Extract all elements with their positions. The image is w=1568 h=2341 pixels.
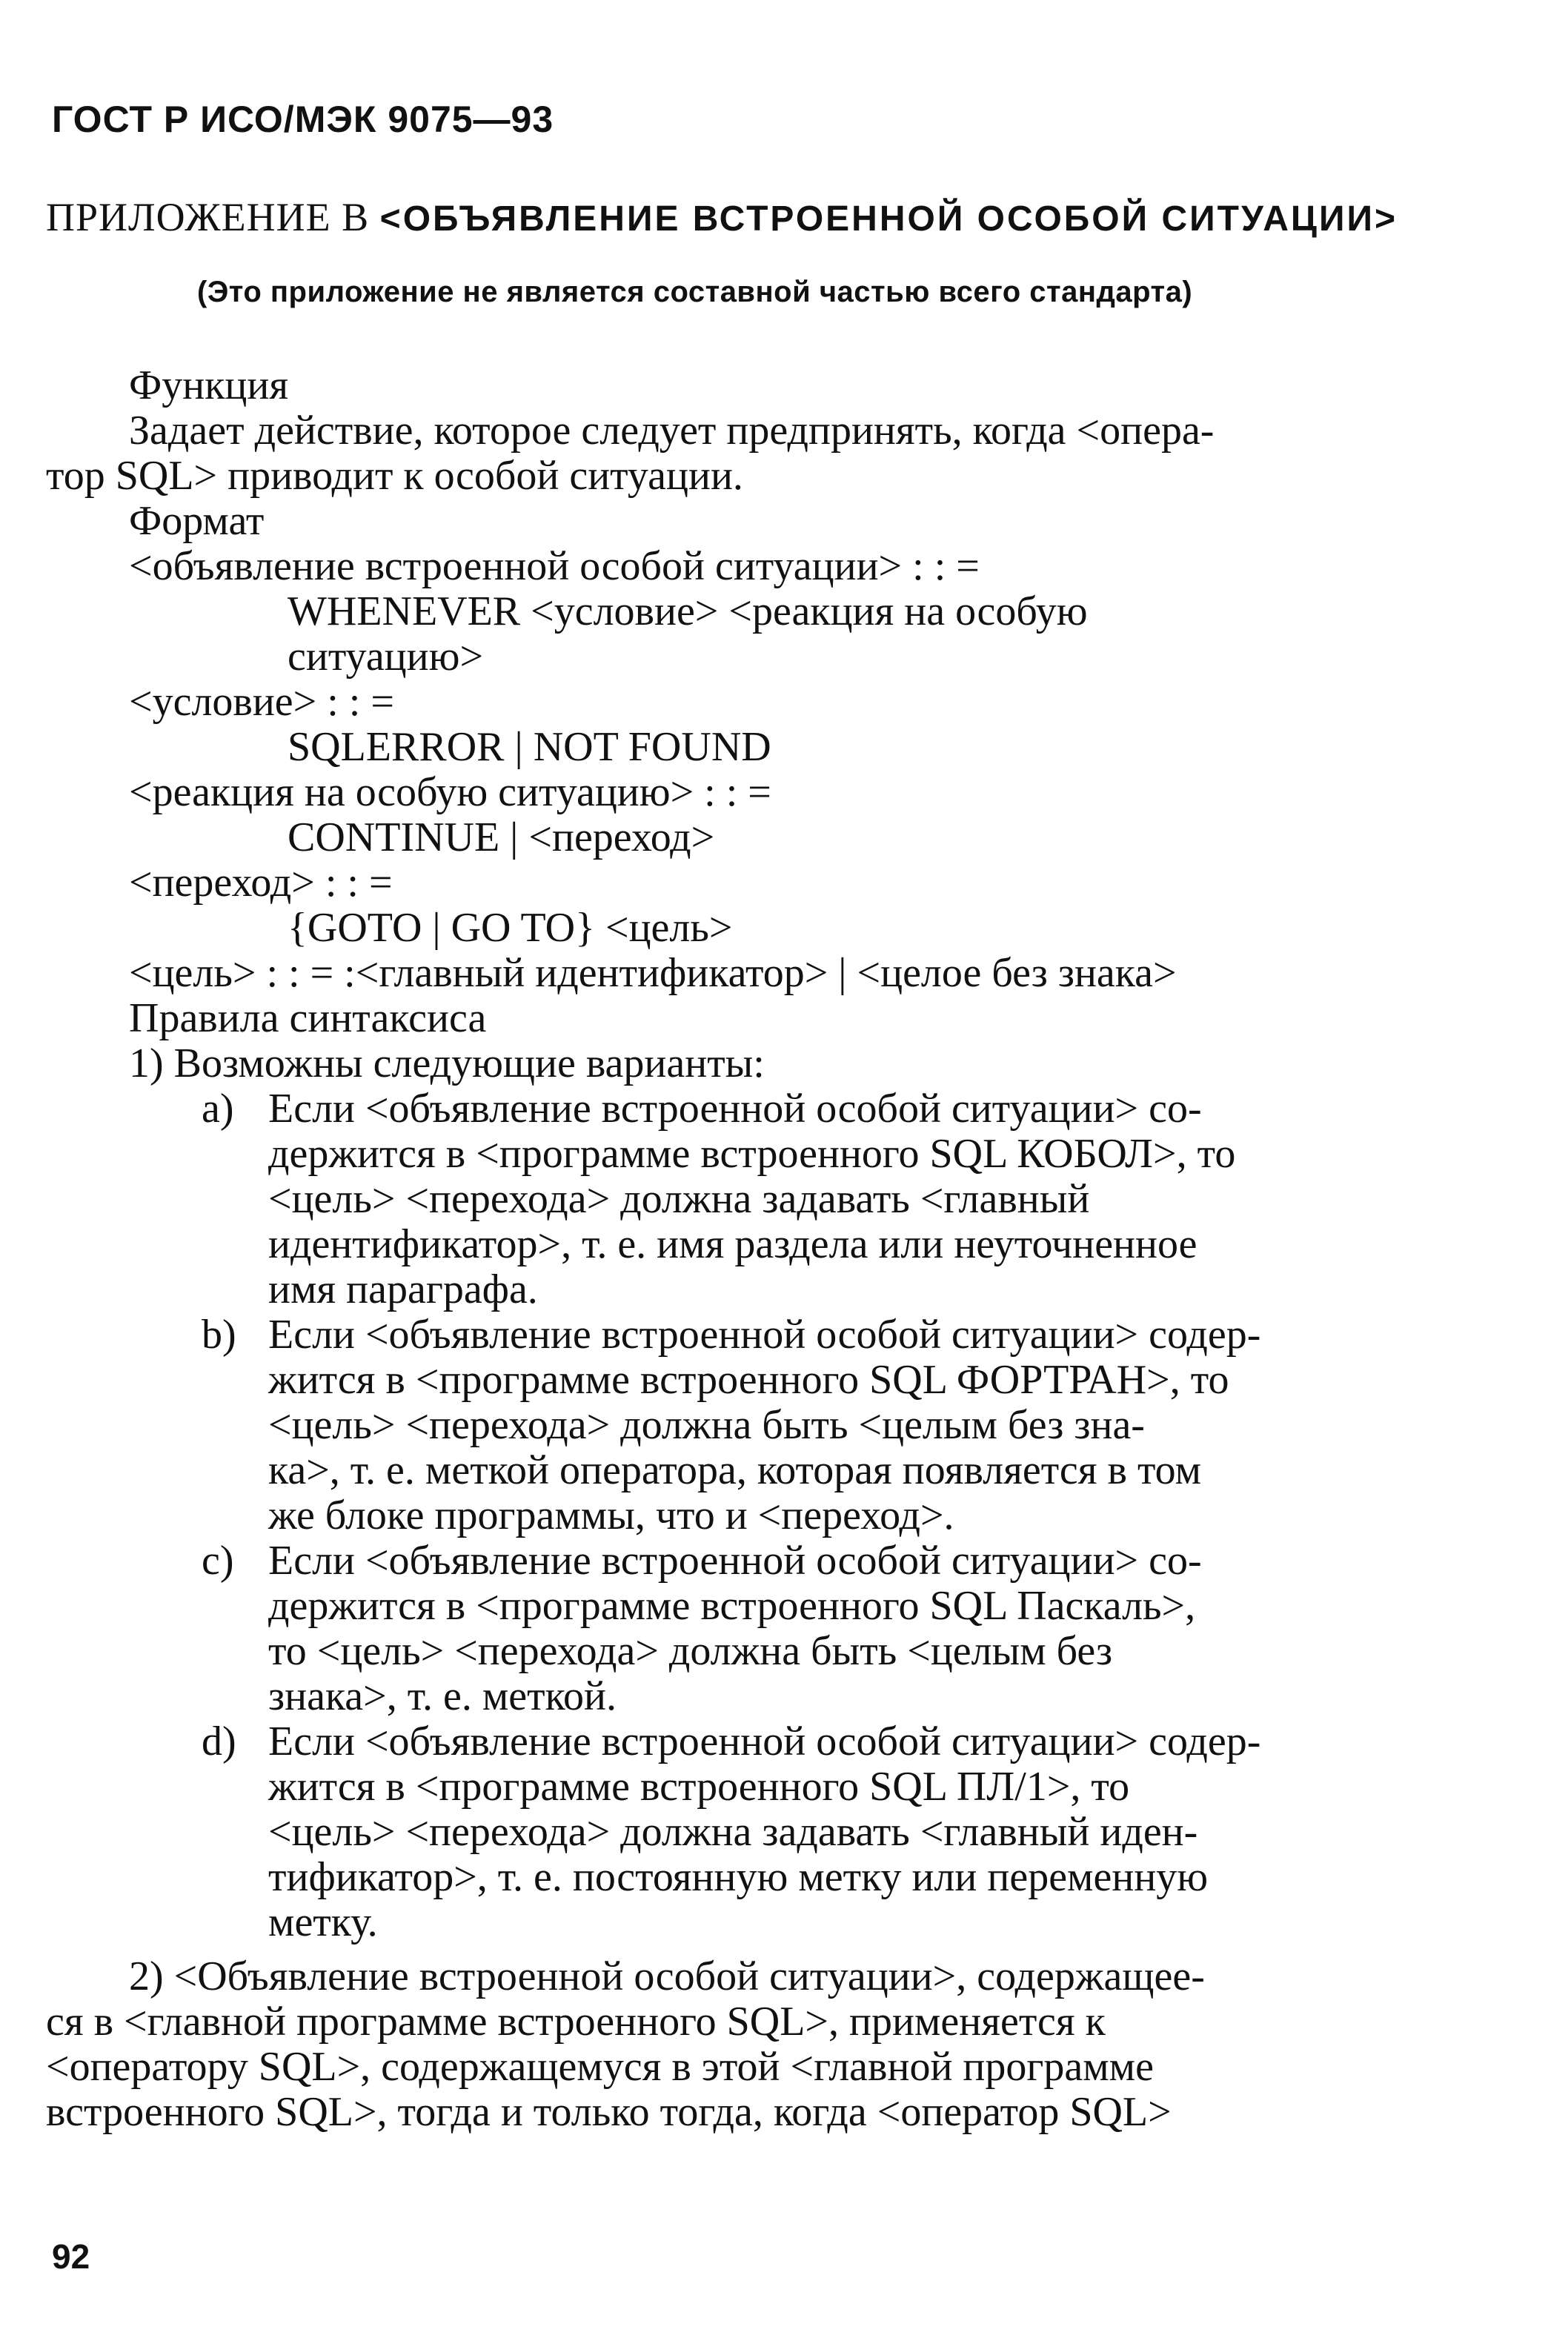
rule-2-line: встроенного SQL>, тогда и только тогда, когда <оператор SQL> (46, 2089, 1172, 2135)
format-line: CONTINUE | <переход> (288, 814, 715, 860)
function-text-line: тор SQL> приводит к особой ситуации. (46, 453, 743, 499)
item-line: ка>, т. е. меткой оператора, которая появляется в том (268, 1447, 1202, 1493)
appendix-note: (Это приложение не является составной частью всего стандарта) (197, 276, 1193, 308)
format-line: {GOTO | GO TO} <цель> (288, 905, 733, 951)
format-line: SQLERROR | NOT FOUND (288, 724, 771, 770)
item-line: идентификатор>, т. е. имя раздела или неуточненное (268, 1221, 1197, 1267)
item-line: Если <объявление встроенной особой ситуации> со- (268, 1538, 1202, 1584)
item-line: знака>, т. е. меткой. (268, 1673, 617, 1719)
rule-1: 1) Возможны следующие варианты: (129, 1040, 765, 1086)
item-marker: b) (202, 1312, 236, 1358)
appendix-title-bold: <ОБЪЯВЛЕНИЕ ВСТРОЕННОЙ ОСОБОЙ СИТУАЦИИ> (379, 199, 1398, 239)
item-line: метку. (268, 1899, 378, 1945)
item-line: <цель> <перехода> должна задавать <главный иден- (268, 1809, 1198, 1855)
syntax-heading: Правила синтаксиса (129, 995, 487, 1041)
page-number: 92 (52, 2237, 90, 2276)
appendix-prefix: ПРИЛОЖЕНИЕ В (46, 195, 380, 239)
rule-item-a (46, 1086, 1491, 1312)
format-line: ситуацию> (288, 634, 484, 680)
rule-item-d (46, 1719, 1491, 1945)
rule-2-line: ся в <главной программе встроенного SQL>, применяется к (46, 1999, 1106, 2045)
format-line: <объявление встроенной особой ситуации> : : = (129, 543, 980, 589)
rule-item-c (46, 1538, 1491, 1719)
item-line: держится в <программе встроенного SQL КОБОЛ>, то (268, 1131, 1236, 1177)
rule-item-b (46, 1312, 1491, 1538)
item-marker: d) (202, 1719, 236, 1764)
format-line: <цель> : : = :<главный идентификатор> | <целое без знака> (129, 950, 1177, 996)
item-line: Если <объявление встроенной особой ситуации> со- (268, 1086, 1202, 1132)
appendix-title (46, 194, 1398, 240)
item-line: жится в <программе встроенного SQL ФОРТРАН>, то (268, 1357, 1229, 1403)
rule-2 (46, 1954, 1491, 2135)
function-heading: Функция (129, 362, 289, 408)
format-line: WHENEVER <условие> <реакция на особую (288, 588, 1088, 634)
format-heading: Формат (129, 498, 265, 544)
item-line: держится в <программе встроенного SQL Паскаль>, (268, 1583, 1196, 1629)
item-line: то <цель> <перехода> должна быть <целым без (268, 1628, 1113, 1674)
item-line: же блоке программы, что и <переход>. (268, 1492, 954, 1538)
format-line: <условие> : : = (129, 679, 394, 725)
item-line: жится в <программе встроенного SQL ПЛ/1>, то (268, 1764, 1130, 1810)
rule-2-line: 2) <Объявление встроенной особой ситуации>, содержащее- (129, 1953, 1205, 1999)
rule-2-line: <оператору SQL>, содержащемуся в этой <главной программе (46, 2044, 1154, 2090)
item-line: <цель> <перехода> должна быть <целым без зна- (268, 1402, 1145, 1448)
item-line: <цель> <перехода> должна задавать <главный (268, 1176, 1090, 1222)
item-marker: a) (202, 1086, 234, 1132)
item-marker: c) (202, 1538, 234, 1584)
item-line: тификатор>, т. е. постоянную метку или переменную (268, 1854, 1209, 1900)
format-line: <переход> : : = (129, 860, 393, 906)
function-text-line: Задает действие, которое следует предпринять, когда <опера- (129, 408, 1215, 454)
item-line: имя параграфа. (268, 1266, 538, 1312)
body-text (46, 363, 1491, 2135)
item-line: Если <объявление встроенной особой ситуации> содер- (268, 1312, 1261, 1358)
format-line: <реакция на особую ситуацию> : : = (129, 769, 771, 815)
standard-header: ГОСТ Р ИСО/МЭК 9075—93 (52, 99, 554, 140)
item-line: Если <объявление встроенной особой ситуации> содер- (268, 1719, 1261, 1764)
